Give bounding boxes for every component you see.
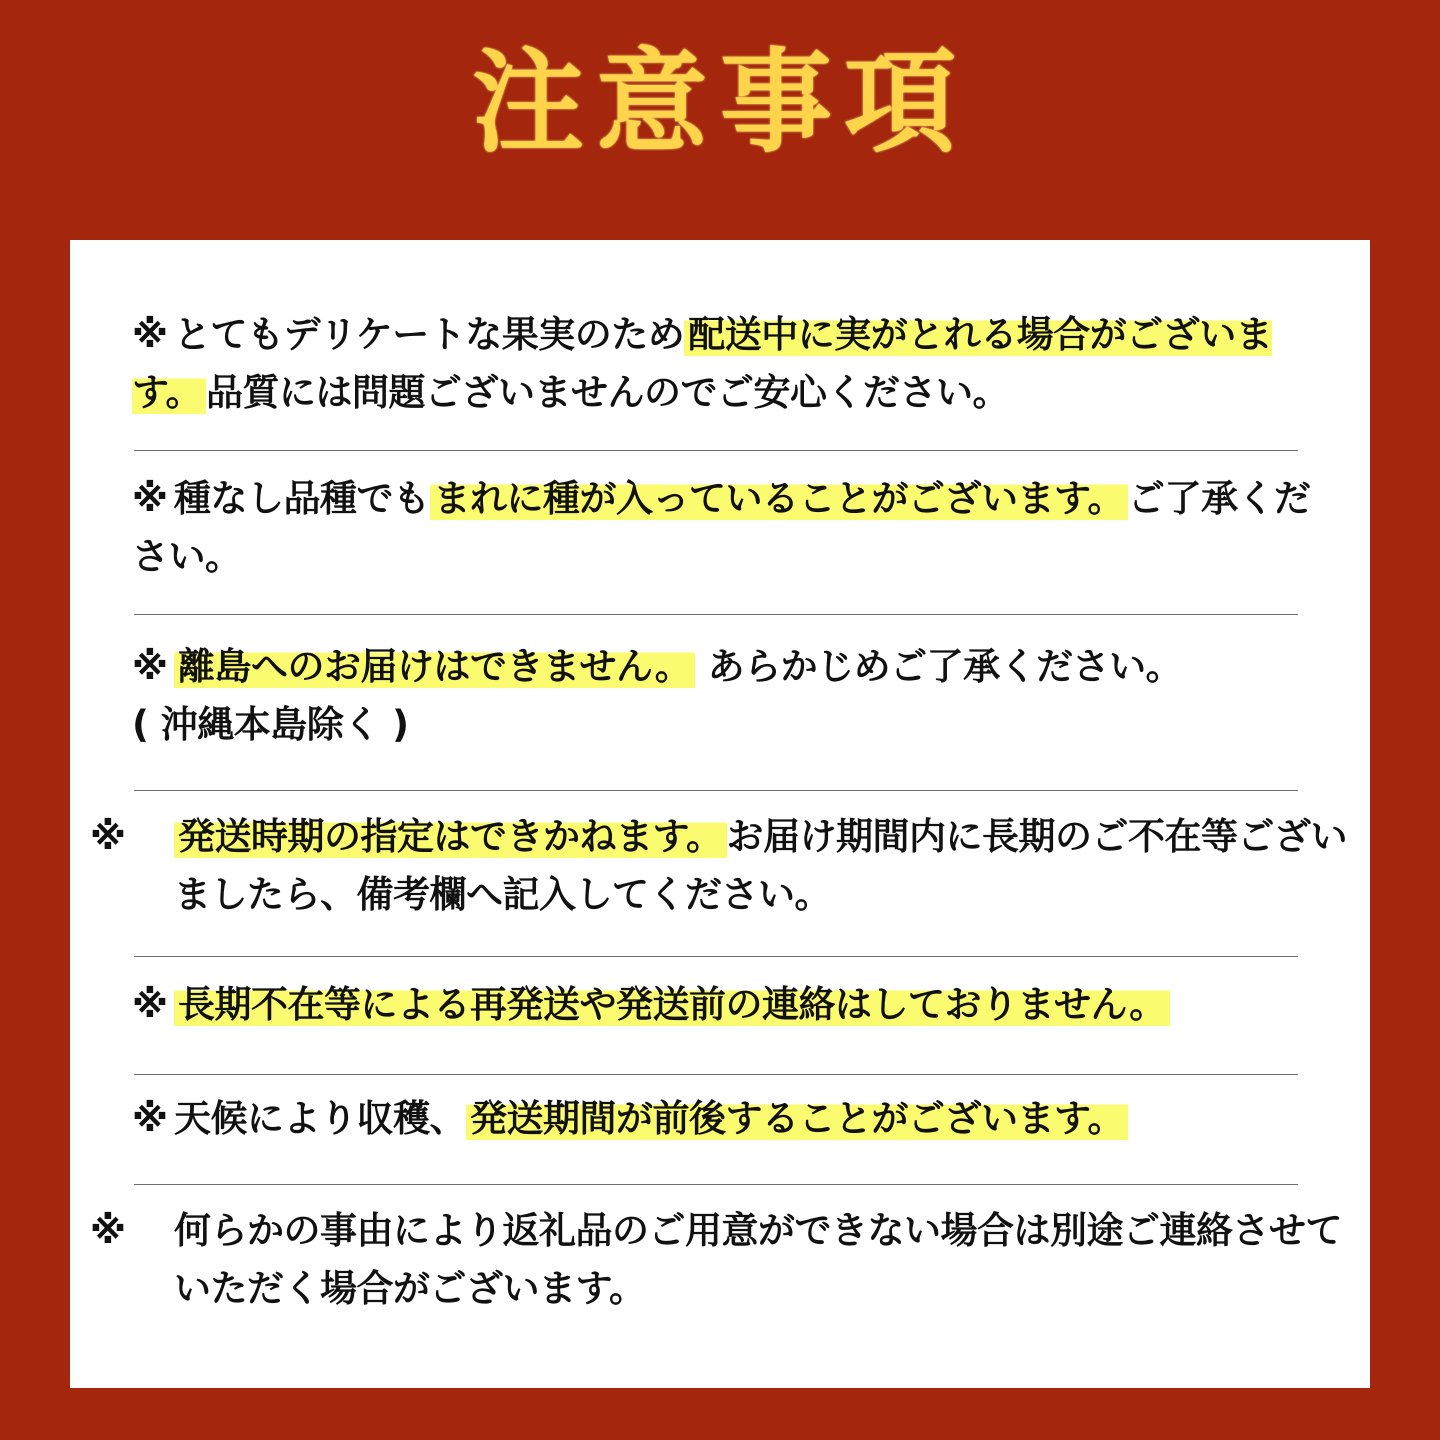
- notice-panel: [70, 240, 1370, 1388]
- note-mark: ※: [90, 1209, 126, 1252]
- divider: [134, 450, 1298, 451]
- divider: [134, 790, 1298, 791]
- note-seeds: [132, 470, 1312, 586]
- note-mark: ※: [132, 1097, 168, 1140]
- divider: [134, 1184, 1298, 1185]
- note-highlight: 発送期間が前後することがございます。: [466, 1097, 1128, 1140]
- note-remote-islands: [132, 638, 1312, 754]
- divider: [134, 956, 1298, 957]
- page-title: 注意事項: [472, 37, 968, 168]
- note-text: とてもデリケートな果実のため: [174, 313, 685, 356]
- note-mark: ※: [132, 313, 168, 356]
- note-unavailable: [90, 1202, 1354, 1318]
- note-weather: [132, 1090, 1312, 1148]
- note-mark: ※: [132, 645, 168, 688]
- note-text: お届け期間内に長期のご不在等ございましたら、備考欄へ記入してください。: [174, 815, 1348, 916]
- note-text: あらかじめご了承ください。: [707, 645, 1183, 688]
- divider: [134, 614, 1298, 615]
- note-text: 種なし品種でも: [174, 477, 430, 520]
- note-text: 品質には問題ございませんのでご安心ください。: [206, 371, 1010, 414]
- note-mark: ※: [90, 815, 126, 858]
- note-mark: ※: [132, 477, 168, 520]
- note-text: ご了承ください。: [132, 477, 1311, 578]
- note-text-line2: ( 沖縄本島除く ): [132, 703, 409, 746]
- divider: [134, 1074, 1298, 1075]
- note-text: 何らかの事由により返礼品のご用意ができない場合は別途ご連絡させていただく場合がございます。: [174, 1209, 1342, 1310]
- note-text: 天候により収穫、: [174, 1097, 466, 1140]
- note-highlight: 発送時期の指定はできかねます。: [174, 815, 727, 858]
- note-highlight: 配送中に実がとれる場合がございます。: [132, 313, 1273, 414]
- note-highlight: 長期不在等による再発送や発送前の連絡はしておりません。: [174, 983, 1170, 1026]
- note-highlight: まれに種が入っていることがございます。: [430, 477, 1129, 520]
- note-mark: ※: [132, 983, 168, 1026]
- note-no-redelivery: [132, 976, 1312, 1034]
- note-highlight: 離島へのお届けはできません。: [174, 645, 695, 688]
- note-delivery-date: [90, 808, 1354, 924]
- note-delicate-fruit: [132, 306, 1312, 422]
